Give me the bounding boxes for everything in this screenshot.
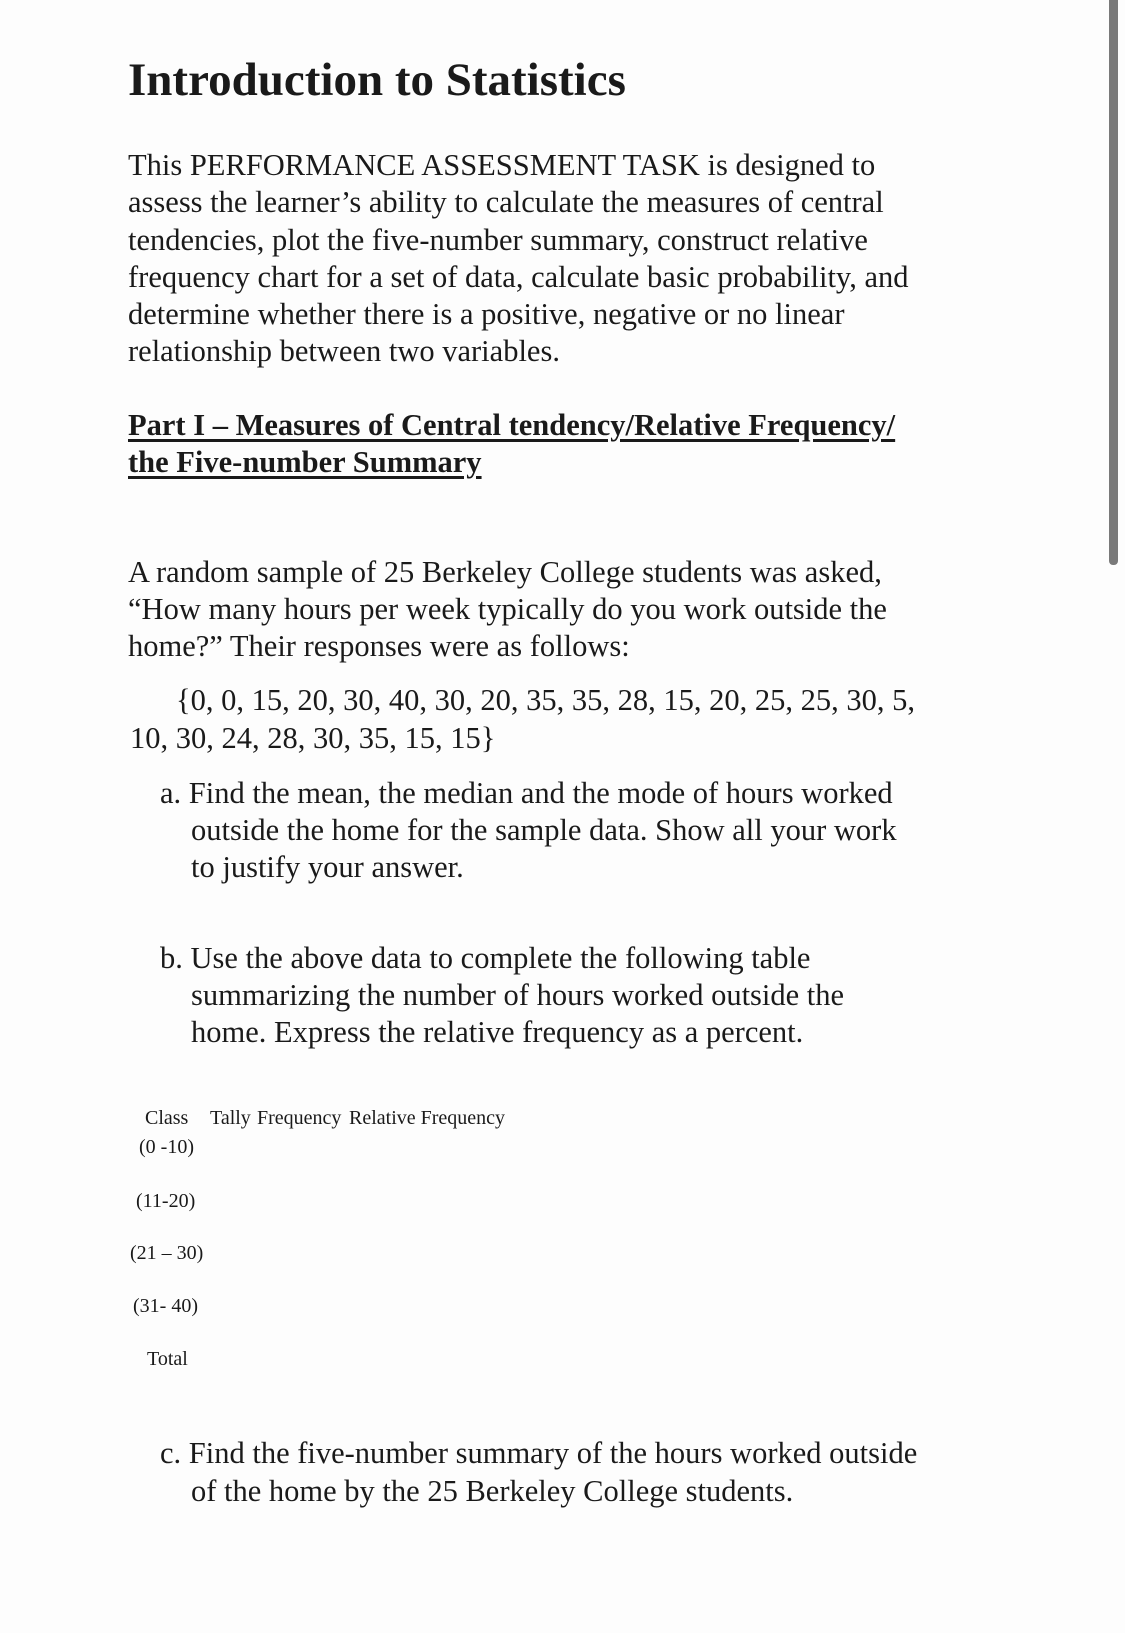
text-line: summarizing the number of hours worked outside the [191,978,845,1012]
text-line: 10, 30, 24, 28, 30, 35, 15, 15} [130,721,496,755]
text-line: assess the learner’s ability to calculate the measures of central [128,185,884,219]
text-line: to justify your answer. [191,850,464,884]
text-line: a. Find the mean, the median and the mode of hours worked [160,776,893,810]
column-header-class: Class [145,1107,189,1129]
page-title: Introduction to Statistics [128,54,626,106]
text-line: “How many hours per week typically do you work outside the [128,592,887,626]
table-row: Total [147,1348,188,1370]
scrollbar-thumb[interactable] [1109,0,1118,565]
text-line: home?” Their responses were as follows: [128,629,630,663]
text-line: A random sample of 25 Berkeley College students was asked, [128,555,882,589]
text-line: of the home by the 25 Berkeley College students. [191,1474,794,1508]
table-row: (0 -10) [139,1136,194,1158]
text-line: b. Use the above data to complete the following table [160,941,811,975]
heading-line: Part I – Measures of Central tendency/Relative Frequency/ [128,408,896,442]
text-line: home. Express the relative frequency as a percent. [191,1015,804,1049]
text-line: determine whether there is a positive, negative or no linear [128,297,845,331]
text-line: This PERFORMANCE ASSESSMENT TASK is designed to [128,148,876,182]
table-row: (31- 40) [133,1295,198,1317]
table-row: (11-20) [136,1190,196,1212]
heading-line: the Five-number Summary [128,445,482,479]
text-line: relationship between two variables. [128,334,560,368]
text-line: c. Find the five-number summary of the hours worked outside [160,1436,918,1470]
text-line: tendencies, plot the five-number summary, construct relative [128,223,868,257]
column-header-frequency: Frequency [257,1107,342,1129]
table-row: (21 – 30) [130,1242,204,1264]
column-header-tally: Tally [210,1107,251,1129]
text-line: {0, 0, 15, 20, 30, 40, 30, 20, 35, 35, 28, 15, 20, 25, 25, 30, 5, [176,683,916,717]
text-line: frequency chart for a set of data, calculate basic probability, and [128,260,909,294]
text-line: outside the home for the sample data. Show all your work [191,813,897,847]
column-header-relative-frequency: Relative Frequency [349,1107,506,1129]
